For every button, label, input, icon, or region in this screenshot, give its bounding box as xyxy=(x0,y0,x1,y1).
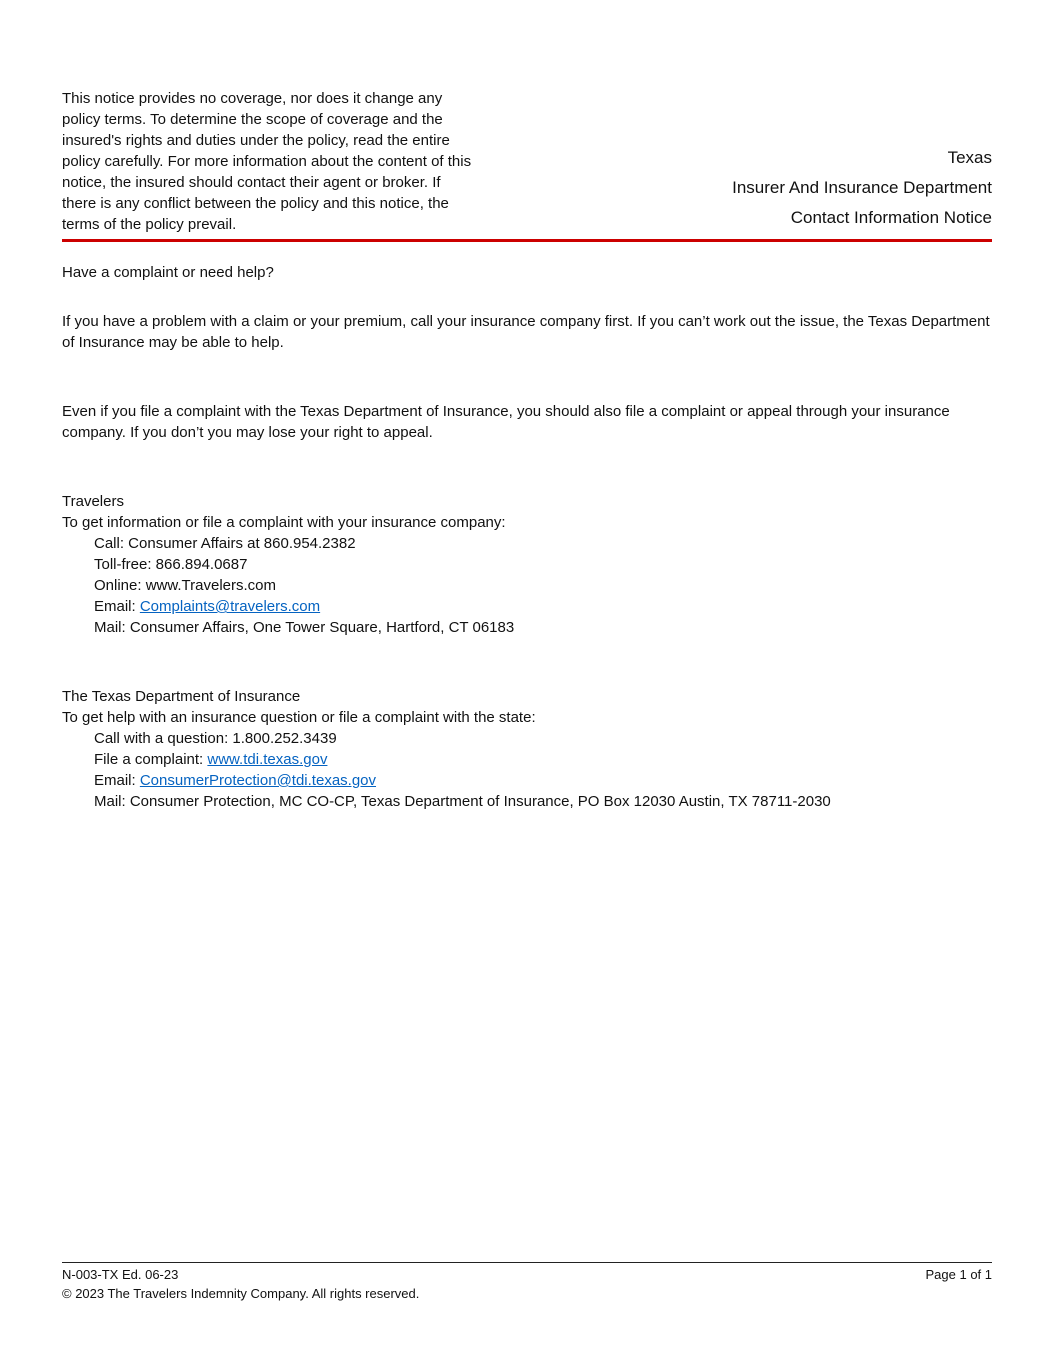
notice-title xyxy=(732,143,992,235)
page-content xyxy=(62,0,992,812)
tdi-intro: To get help with an insurance question or file a complaint with the state: xyxy=(62,709,536,726)
travelers-name: Travelers xyxy=(62,493,124,510)
tdi-call-line: Call with a question: 1.800.252.3439 xyxy=(94,730,337,747)
tdi-complaint-label: File a complaint: xyxy=(94,751,208,768)
notice-title-line-3: Contact Information Notice xyxy=(790,208,992,227)
tdi-contact-block xyxy=(62,686,992,812)
paragraph-file-complaint: Even if you file a complaint with the Texas Department of Insurance, you should also file a complaint or appeal through your insurance company. If you don’t you may lose your right to appeal. xyxy=(62,403,950,441)
travelers-email-line xyxy=(94,596,992,617)
notice-title-line-2: Insurer And Insurance Department xyxy=(732,178,992,197)
tdi-website-link[interactable]: www.tdi.texas.gov xyxy=(207,751,328,768)
tdi-email-label: Email: xyxy=(94,772,140,789)
tdi-mail-line: Mail: Consumer Protection, MC CO-CP, Texas Department of Insurance, PO Box 12030 Austin, TX 78711-2030 xyxy=(94,793,831,810)
travelers-intro: To get information or file a complaint with your insurance company: xyxy=(62,514,506,531)
tdi-email-line xyxy=(94,770,992,791)
travelers-email-label: Email: xyxy=(94,598,140,615)
form-number: N-003-TX Ed. 06-23 xyxy=(62,1267,179,1282)
travelers-tollfree-line: Toll-free: 866.894.0687 xyxy=(94,556,248,573)
tdi-email-link[interactable]: ConsumerProtection@tdi.texas.gov xyxy=(139,772,377,789)
tdi-complaint-line xyxy=(94,749,992,770)
travelers-online-line: Online: www.Travelers.com xyxy=(94,577,276,594)
notice-title-line-1: Texas xyxy=(947,148,992,167)
paragraph-claim-premium: If you have a problem with a claim or your premium, call your insurance company first. If you can’t work out the issue, the Texas Department of Insurance may be able to help. xyxy=(62,313,990,351)
travelers-mail-line: Mail: Consumer Affairs, One Tower Square, Hartford, CT 06183 xyxy=(94,619,515,636)
footer-row xyxy=(62,1266,992,1283)
copyright-text: © 2023 The Travelers Indemnity Company. All rights reserved. xyxy=(62,1286,420,1301)
page-number: Page 1 of 1 xyxy=(925,1267,992,1282)
tdi-name: The Texas Department of Insurance xyxy=(62,688,301,705)
page-footer xyxy=(62,1262,992,1302)
travelers-contact-block xyxy=(62,491,992,638)
section-heading-complaint: Have a complaint or need help? xyxy=(62,264,274,281)
disclaimer-text: This notice provides no coverage, nor does it change any policy terms. To determine the scope of coverage and the insured's rights and duties under the policy, read the entire policy carefully. For more information about the content of this notice, the insured should contact their agent or broker. If there is any conflict between the policy and this notice, the terms of the policy prevail. xyxy=(62,90,472,233)
travelers-email-link[interactable]: Complaints@travelers.com xyxy=(139,598,321,615)
travelers-call-line: Call: Consumer Affairs at 860.954.2382 xyxy=(94,535,356,552)
notice-header xyxy=(62,88,992,242)
